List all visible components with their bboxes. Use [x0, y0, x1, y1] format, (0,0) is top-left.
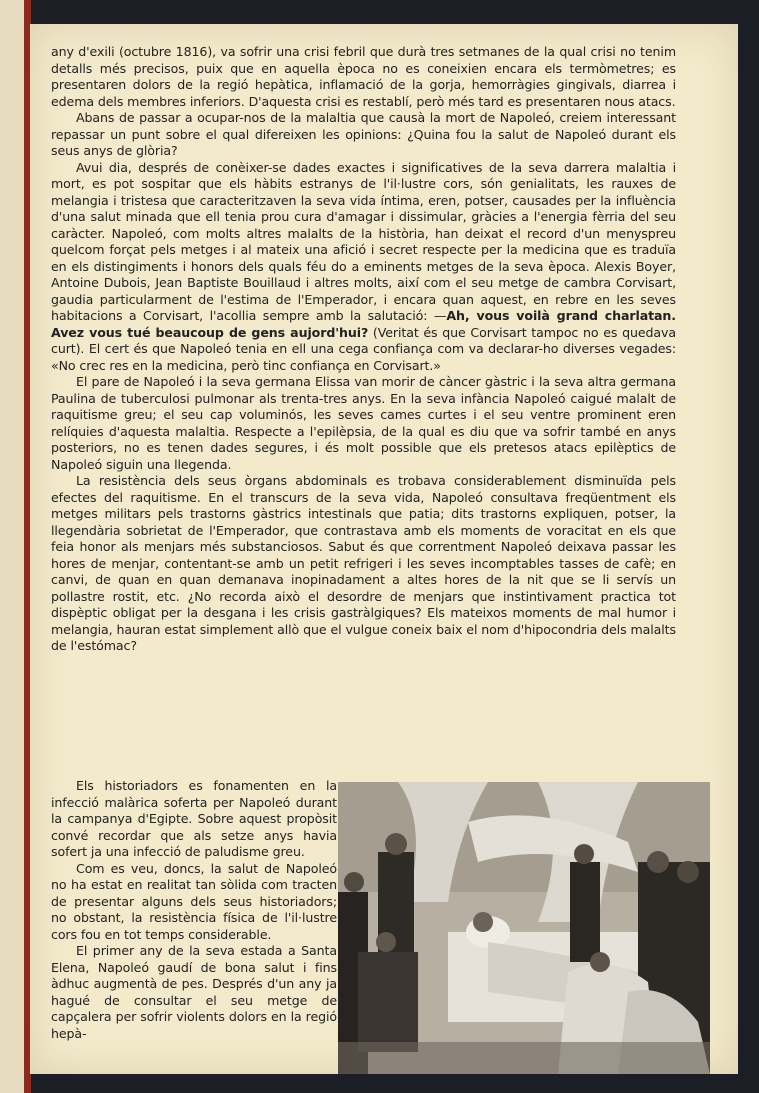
paragraph: La resistència dels seus òrgans abdominals es trobava considerablement disminuïda pels efectes del raquitisme. En el transcurs de la seva vida, Napoleó consultava freqüentment els metges militars pels trastorns gàstrics intestinals que patia; dits trastorns expliquen, potser, la llegendària sobrietat de l'Emperador, que contrastava amb els moments de voracitat en els que feia honor als menjars més substanciosos. Sabut és que correntment Napoleó deixava passar les hores de menjar, contentant-se amb un petit refrigeri i les seves incomptables tasses de cafè; en canvi, de quan en quan demanava inopinadament a altes hores de la nit que se li servís un pollastre rostit, etc. ¿No recorda això el desordre de menjars que instintivament practica tot dispèptic obligat per la desgana i les crisis gastràlgiques? Els mateixos moments de mal humor i melangia, hauran estat simplement allò que el vulgue coneix baix el nom d'hipocondria dels malalts de l'estómac?	[51, 473, 676, 653]
paragraph: any d'exili (octubre 1816), va sofrir una crisi febril que durà tres setmanes de la qual crisi no tenim detalls més precisos, puix que en aquella època no es coneixien encara els termòmetres; es presentaren dolors de la regió hepàtica, inflamació de la gorja, hemorràgies gingivals, diarrea i edema dels membres inferiors. D'aquesta crisi es restablí, però més tard es presentaren nous atacs.	[51, 44, 676, 109]
paragraph: El primer any de la seva estada a Santa Elena, Napoleó gaudí de bona salut i fins àdhuc augmentà de pes. Després d'un any ja hagué de consultar el seu metge de capçalera per sofrir violents dolors en la regió hepà-	[51, 943, 337, 1041]
illustration-drawing	[338, 782, 710, 1074]
paragraph: El pare de Napoleó i la seva germana Elissa van morir de càncer gàstric i la seva altra germana Paulina de tuberculosi pulmonar als trenta-tres anys. En la seva infància Napoleó caigué malalt de raquitisme greu; el seu cap voluminós, les seves cames curtes i el seu ventre prominent eren relíquies d'aquesta malaltia. Respecte a l'epilèpsia, de la qual es diu que va sofrir també en anys posteriors, no es tenen dades segures, i és molt possible que els pretesos atacs epilèptics de Napoleó siguin una llegenda.	[51, 374, 676, 472]
quote-tail: (Veritat és que Corvisart tampoc no es quedava curt). El cert és que Napoleó tenia en ell una cega confiança com va declarar-ho diverses vegades: «No crec res en la medicina, però tinc confiança en Corvisart.»	[51, 324, 676, 373]
deathbed-illustration	[338, 782, 710, 1074]
main-text-column	[51, 44, 676, 655]
paragraph: Com es veu, doncs, la salut de Napoleó no ha estat en realitat tan sòlida com tracten de presentar alguns dels seus historiadors; no obstant, la resistència física de l'il·lustre cors fou en tot temps considerable.	[51, 860, 337, 942]
narrow-text-column	[51, 778, 337, 1042]
paragraph-text: Avui dia, després de conèixer-se dades exactes i significatives de la seva darrera malaltia i mort, es pot sospitar que els hàbits estranys de l'il·lustre cors, són genialitats, les rauxes de melangia i tristesa que caracteritzaven la seva vida íntima, eren, potser, causades per la influència d'una salut minada que ell tenia prou cura d'amagar i dissimular, gràcies a l'energia fèrria del seu caràcter. Napoleó, com molts altres malalts de la història, han deixat el record d'un menyspreu quelcom forçat pels metges i al mateix una afició i secret respecte per la medicina que es traduïa en els distingiments i honors dels quals féu do a eminents metges de la seva època. Alexis Boyer, Antoine Dubois, Jean Baptiste Bouillaud i altres molts, així com el seu metge de cambra Corvisart, gaudia particularment de l'estima de l'Emperador, i encara quan aquest, en rebre en les seves habitacions a Corvisart, l'acollia sempre amb la salutació: —	[51, 159, 676, 323]
paragraph: Els historiadors es fonamenten en la infecció malàrica soferta per Napoleó durant la campanya d'Egipte. Sobre aquest propòsit convé recordar que als setze anys havia sofert ja una infecció de paludisme greu.	[51, 778, 337, 859]
paragraph: Abans de passar a ocupar-nos de la malaltia que causà la mort de Napoleó, creiem interessant repassar un punt sobre el qual difereixen les opinions: ¿Quina fou la salut de Napoleó durant els seus anys de glòria?	[51, 110, 676, 158]
quote-bold: Ah, vous voilà grand charlatan. Avez vous tué beaucoup de gens aujord'hui?	[51, 308, 676, 340]
paragraph	[51, 160, 676, 375]
